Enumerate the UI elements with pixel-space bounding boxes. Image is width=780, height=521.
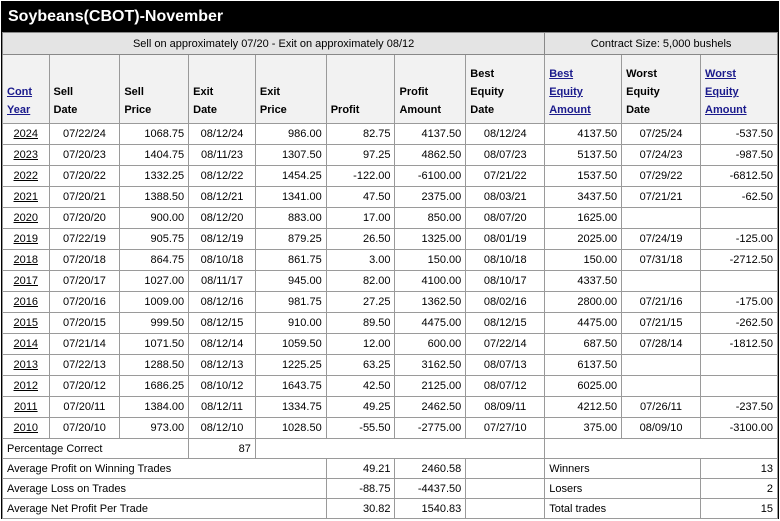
cell-worst-equity-amount: -262.50 [701, 313, 778, 334]
cell-exit-date: 08/12/19 [189, 229, 256, 250]
cell-exit-price: 1307.50 [255, 145, 326, 166]
spacer-cell [466, 499, 545, 519]
cell-cont-year[interactable] [3, 292, 50, 313]
year-link[interactable]: 2020 [13, 212, 38, 224]
column-header-text: Profit [330, 104, 360, 116]
cell-worst-equity-amount: -537.50 [701, 124, 778, 145]
column-header-text: Equity [470, 86, 504, 98]
cell-sell-date: 07/20/10 [49, 418, 120, 439]
cell-profit-amount: -6100.00 [395, 166, 466, 187]
cell-best-equity-amount: 1625.00 [545, 208, 622, 229]
cell-profit: 49.25 [326, 397, 395, 418]
cell-best-equity-amount: 6025.00 [545, 376, 622, 397]
column-header-worst-equity-amount[interactable] [701, 55, 778, 124]
column-header-text: Profit [399, 86, 429, 98]
column-header-text[interactable]: Amount [549, 104, 591, 116]
cell-cont-year[interactable] [3, 271, 50, 292]
cell-sell-date: 07/20/12 [49, 376, 120, 397]
cell-sell-date: 07/20/22 [49, 166, 120, 187]
year-link[interactable]: 2019 [13, 233, 38, 245]
cell-best-equity-date: 08/09/11 [466, 397, 545, 418]
cell-sell-date: 07/20/23 [49, 145, 120, 166]
cell-best-equity-date: 08/07/23 [466, 145, 545, 166]
column-header-text: Date [53, 104, 78, 116]
table-row [3, 166, 778, 187]
cell-best-equity-amount: 4337.50 [545, 271, 622, 292]
table-row [3, 313, 778, 334]
column-header-best-equity-date [466, 55, 545, 124]
cell-profit-amount: 1362.50 [395, 292, 466, 313]
cell-best-equity-date: 07/21/22 [466, 166, 545, 187]
avg-win-profit: 49.21 [326, 459, 395, 479]
cell-exit-date: 08/12/16 [189, 292, 256, 313]
avg-net-amount: 1540.83 [395, 499, 466, 519]
column-header-exit-date [189, 55, 256, 124]
cell-sell-price: 1404.75 [120, 145, 189, 166]
cell-best-equity-amount: 5137.50 [545, 145, 622, 166]
table-row [3, 208, 778, 229]
cell-exit-price: 1028.50 [255, 418, 326, 439]
cell-best-equity-amount: 3437.50 [545, 187, 622, 208]
cell-sell-price: 864.75 [120, 250, 189, 271]
cell-sell-price: 999.50 [120, 313, 189, 334]
summary-row-average-win [3, 459, 778, 479]
cell-profit-amount: 600.00 [395, 334, 466, 355]
cell-best-equity-date: 08/01/19 [466, 229, 545, 250]
cell-sell-date: 07/22/24 [49, 124, 120, 145]
total-value: 15 [701, 499, 778, 519]
cell-worst-equity-amount: -987.50 [701, 145, 778, 166]
year-link[interactable]: 2013 [13, 359, 38, 371]
cell-sell-price: 1027.00 [120, 271, 189, 292]
avg-win-label: Average Profit on Winning Trades [3, 459, 327, 479]
cell-cont-year[interactable] [3, 145, 50, 166]
column-header-text[interactable]: Equity [705, 86, 739, 98]
cell-worst-equity-date: 07/26/11 [622, 397, 701, 418]
cell-exit-price: 945.00 [255, 271, 326, 292]
cell-best-equity-amount: 1537.50 [545, 166, 622, 187]
column-header-text: Date [470, 104, 495, 116]
cell-profit: 3.00 [326, 250, 395, 271]
spacer-cell [255, 439, 544, 459]
cell-profit-amount: 4137.50 [395, 124, 466, 145]
cell-profit-amount: -2775.00 [395, 418, 466, 439]
column-header-text: Best [470, 68, 495, 80]
avg-net-label: Average Net Profit Per Trade [3, 499, 327, 519]
cell-profit: -55.50 [326, 418, 395, 439]
column-header-text: Sell [53, 86, 74, 98]
cell-sell-price: 1388.50 [120, 187, 189, 208]
cell-exit-price: 883.00 [255, 208, 326, 229]
cell-cont-year[interactable] [3, 250, 50, 271]
cell-best-equity-date: 08/07/12 [466, 376, 545, 397]
cell-profit-amount: 150.00 [395, 250, 466, 271]
cell-exit-date: 08/12/22 [189, 166, 256, 187]
year-link[interactable]: 2012 [13, 380, 38, 392]
cell-profit: 26.50 [326, 229, 395, 250]
cell-sell-date: 07/21/14 [49, 334, 120, 355]
cell-profit: 82.75 [326, 124, 395, 145]
column-header-profit [326, 55, 395, 124]
column-header-text[interactable]: Best [549, 68, 574, 80]
cell-best-equity-date: 08/10/18 [466, 250, 545, 271]
table-row [3, 229, 778, 250]
year-link[interactable]: 2023 [13, 149, 38, 161]
cell-worst-equity-amount: -3100.00 [701, 418, 778, 439]
cell-worst-equity-date: 07/21/15 [622, 313, 701, 334]
cell-exit-price: 1059.50 [255, 334, 326, 355]
report-container [1, 1, 779, 519]
cell-profit-amount: 2125.00 [395, 376, 466, 397]
cell-best-equity-amount: 2800.00 [545, 292, 622, 313]
cell-sell-date: 07/20/20 [49, 208, 120, 229]
table-row [3, 271, 778, 292]
cell-sell-date: 07/20/17 [49, 271, 120, 292]
strategy-description: Sell on approximately 07/20 - Exit on approximately 08/12 [3, 33, 545, 55]
cell-exit-date: 08/12/13 [189, 355, 256, 376]
cell-worst-equity-amount [701, 355, 778, 376]
cell-best-equity-date: 08/12/15 [466, 313, 545, 334]
cell-cont-year[interactable] [3, 334, 50, 355]
cell-sell-price: 1071.50 [120, 334, 189, 355]
cell-exit-price: 1334.75 [255, 397, 326, 418]
column-header-text[interactable]: Cont [7, 86, 33, 98]
cell-sell-date: 07/22/19 [49, 229, 120, 250]
table-row [3, 292, 778, 313]
year-link[interactable]: 2017 [13, 275, 38, 287]
column-header-text[interactable]: Worst [705, 68, 736, 80]
cell-exit-date: 08/10/18 [189, 250, 256, 271]
cell-worst-equity-date: 07/24/19 [622, 229, 701, 250]
cell-sell-date: 07/20/21 [49, 187, 120, 208]
cell-worst-equity-amount: -2712.50 [701, 250, 778, 271]
column-header-text: Equity [626, 86, 660, 98]
cell-worst-equity-date: 08/09/10 [622, 418, 701, 439]
cell-profit: 17.00 [326, 208, 395, 229]
cell-cont-year[interactable] [3, 397, 50, 418]
winners-label: Winners [545, 459, 701, 479]
cell-best-equity-date: 07/22/14 [466, 334, 545, 355]
column-header-text: Price [259, 104, 287, 116]
column-header-text[interactable]: Amount [705, 104, 747, 116]
cell-best-equity-date: 08/03/21 [466, 187, 545, 208]
column-header-text: Exit [193, 86, 214, 98]
cell-profit: 97.25 [326, 145, 395, 166]
cell-best-equity-amount: 4475.00 [545, 313, 622, 334]
column-header-text: Date [193, 104, 217, 116]
cell-sell-price: 1009.00 [120, 292, 189, 313]
table-row [3, 418, 778, 439]
year-link[interactable]: 2014 [13, 338, 38, 350]
table-row [3, 187, 778, 208]
cell-sell-date: 07/22/13 [49, 355, 120, 376]
year-link[interactable]: 2011 [13, 401, 38, 413]
year-link[interactable]: 2018 [13, 254, 38, 266]
cell-worst-equity-date: 07/21/16 [622, 292, 701, 313]
spacer-cell [466, 479, 545, 499]
cell-exit-price: 861.75 [255, 250, 326, 271]
cell-profit-amount: 4100.00 [395, 271, 466, 292]
cell-profit: -122.00 [326, 166, 395, 187]
table-row [3, 334, 778, 355]
cell-worst-equity-date [622, 376, 701, 397]
table-row [3, 124, 778, 145]
cell-cont-year[interactable] [3, 418, 50, 439]
cell-cont-year[interactable] [3, 355, 50, 376]
total-label: Total trades [545, 499, 701, 519]
cell-sell-price: 973.00 [120, 418, 189, 439]
cell-best-equity-amount: 4137.50 [545, 124, 622, 145]
cell-sell-date: 07/20/18 [49, 250, 120, 271]
cell-sell-price: 905.75 [120, 229, 189, 250]
cell-best-equity-date: 08/02/16 [466, 292, 545, 313]
column-header-text: Price [124, 104, 152, 116]
summary-row-average-loss [3, 479, 778, 499]
summary-row-average-net [3, 499, 778, 519]
cell-profit: 47.50 [326, 187, 395, 208]
cell-worst-equity-date [622, 355, 701, 376]
cell-worst-equity-amount [701, 376, 778, 397]
cell-cont-year[interactable] [3, 313, 50, 334]
cell-profit-amount: 1325.00 [395, 229, 466, 250]
contract-size: Contract Size: 5,000 bushels [545, 33, 778, 55]
avg-loss-amount: -4437.50 [395, 479, 466, 499]
cell-best-equity-amount: 6137.50 [545, 355, 622, 376]
cell-profit-amount: 3162.50 [395, 355, 466, 376]
cell-profit: 82.00 [326, 271, 395, 292]
cell-cont-year[interactable] [3, 187, 50, 208]
spacer-cell [466, 459, 545, 479]
cell-exit-price: 910.00 [255, 313, 326, 334]
cell-cont-year[interactable] [3, 166, 50, 187]
column-header-text: Sell [124, 86, 144, 98]
table-row [3, 355, 778, 376]
year-link[interactable]: 2010 [13, 422, 38, 434]
cell-best-equity-date: 08/12/24 [466, 124, 545, 145]
cell-worst-equity-amount: -62.50 [701, 187, 778, 208]
year-link[interactable]: 2022 [13, 170, 38, 182]
cell-sell-price: 1686.25 [120, 376, 189, 397]
cell-exit-date: 08/12/10 [189, 418, 256, 439]
column-header-cont-year[interactable] [3, 55, 50, 124]
losers-value: 2 [701, 479, 778, 499]
cell-best-equity-date: 08/07/20 [466, 208, 545, 229]
cell-exit-price: 981.75 [255, 292, 326, 313]
avg-win-amount: 2460.58 [395, 459, 466, 479]
cell-exit-date: 08/12/14 [189, 334, 256, 355]
cell-best-equity-amount: 375.00 [545, 418, 622, 439]
cell-profit: 12.00 [326, 334, 395, 355]
column-header-sell-price [120, 55, 189, 124]
cell-profit-amount: 4475.00 [395, 313, 466, 334]
table-row [3, 397, 778, 418]
cell-best-equity-amount: 2025.00 [545, 229, 622, 250]
cell-sell-date: 07/20/15 [49, 313, 120, 334]
cell-worst-equity-amount [701, 208, 778, 229]
cell-worst-equity-amount [701, 271, 778, 292]
cell-exit-price: 1454.25 [255, 166, 326, 187]
year-link[interactable]: 2015 [13, 317, 38, 329]
cell-sell-price: 900.00 [120, 208, 189, 229]
cell-cont-year[interactable] [3, 208, 50, 229]
year-link[interactable]: 2016 [13, 296, 38, 308]
column-header-best-equity-amount[interactable] [545, 55, 622, 124]
cell-exit-date: 08/11/17 [189, 271, 256, 292]
spacer-cell [545, 439, 778, 459]
cell-worst-equity-date: 07/24/23 [622, 145, 701, 166]
cell-exit-date: 08/10/12 [189, 376, 256, 397]
report-title: Soybeans(CBOT)-November [2, 2, 778, 32]
table-row [3, 250, 778, 271]
cell-worst-equity-date: 07/29/22 [622, 166, 701, 187]
cell-exit-price: 1341.00 [255, 187, 326, 208]
cell-best-equity-date: 07/27/10 [466, 418, 545, 439]
seasonal-trades-table [2, 32, 778, 519]
cell-exit-date: 08/12/24 [189, 124, 256, 145]
cell-worst-equity-amount: -175.00 [701, 292, 778, 313]
cell-cont-year[interactable] [3, 229, 50, 250]
column-header-text[interactable]: Equity [549, 86, 583, 98]
cell-worst-equity-amount: -237.50 [701, 397, 778, 418]
cell-sell-date: 07/20/11 [49, 397, 120, 418]
cell-exit-date: 08/11/23 [189, 145, 256, 166]
cell-worst-equity-date: 07/21/21 [622, 187, 701, 208]
summary-row-percentage [3, 439, 778, 459]
cell-worst-equity-amount: -125.00 [701, 229, 778, 250]
cell-worst-equity-date: 07/28/14 [622, 334, 701, 355]
losers-label: Losers [545, 479, 701, 499]
column-header-text: Worst [626, 68, 658, 80]
column-header-text: Exit [259, 86, 281, 98]
column-header-text: Date [626, 104, 650, 116]
cell-worst-equity-amount: -6812.50 [701, 166, 778, 187]
cell-exit-price: 1225.25 [255, 355, 326, 376]
percentage-correct-value: 87 [189, 439, 256, 459]
cell-exit-date: 08/12/15 [189, 313, 256, 334]
avg-loss-profit: -88.75 [326, 479, 395, 499]
cell-best-equity-amount: 150.00 [545, 250, 622, 271]
cell-exit-price: 986.00 [255, 124, 326, 145]
cell-best-equity-date: 08/07/13 [466, 355, 545, 376]
cell-best-equity-amount: 4212.50 [545, 397, 622, 418]
cell-exit-date: 08/12/21 [189, 187, 256, 208]
cell-best-equity-amount: 687.50 [545, 334, 622, 355]
cell-sell-price: 1332.25 [120, 166, 189, 187]
cell-sell-price: 1288.50 [120, 355, 189, 376]
avg-loss-label: Average Loss on Trades [3, 479, 327, 499]
cell-worst-equity-date: 07/25/24 [622, 124, 701, 145]
cell-exit-price: 1643.75 [255, 376, 326, 397]
cell-worst-equity-date [622, 271, 701, 292]
column-header-worst-equity-date [622, 55, 701, 124]
cell-sell-price: 1384.00 [120, 397, 189, 418]
cell-worst-equity-amount: -1812.50 [701, 334, 778, 355]
cell-sell-date: 07/20/16 [49, 292, 120, 313]
column-header-exit-price [255, 55, 326, 124]
cell-profit-amount: 850.00 [395, 208, 466, 229]
winners-value: 13 [701, 459, 778, 479]
percentage-correct-label: Percentage Correct [3, 439, 189, 459]
column-header-text[interactable]: Year [7, 104, 31, 116]
cell-exit-date: 08/12/11 [189, 397, 256, 418]
column-header-sell-date [49, 55, 120, 124]
cell-profit: 63.25 [326, 355, 395, 376]
cell-profit: 89.50 [326, 313, 395, 334]
table-row [3, 376, 778, 397]
cell-profit-amount: 2375.00 [395, 187, 466, 208]
column-header-profit-amount [395, 55, 466, 124]
cell-cont-year[interactable] [3, 376, 50, 397]
cell-exit-date: 08/12/20 [189, 208, 256, 229]
cell-sell-price: 1068.75 [120, 124, 189, 145]
cell-profit-amount: 4862.50 [395, 145, 466, 166]
cell-worst-equity-date: 07/31/18 [622, 250, 701, 271]
cell-exit-price: 879.25 [255, 229, 326, 250]
cell-profit: 42.50 [326, 376, 395, 397]
year-link[interactable]: 2024 [13, 128, 38, 140]
cell-best-equity-date: 08/10/17 [466, 271, 545, 292]
cell-worst-equity-date [622, 208, 701, 229]
year-link[interactable]: 2021 [13, 191, 38, 203]
cell-cont-year[interactable] [3, 124, 50, 145]
avg-net-profit: 30.82 [326, 499, 395, 519]
column-header-text: Amount [399, 104, 442, 116]
table-row [3, 145, 778, 166]
cell-profit: 27.25 [326, 292, 395, 313]
cell-profit-amount: 2462.50 [395, 397, 466, 418]
